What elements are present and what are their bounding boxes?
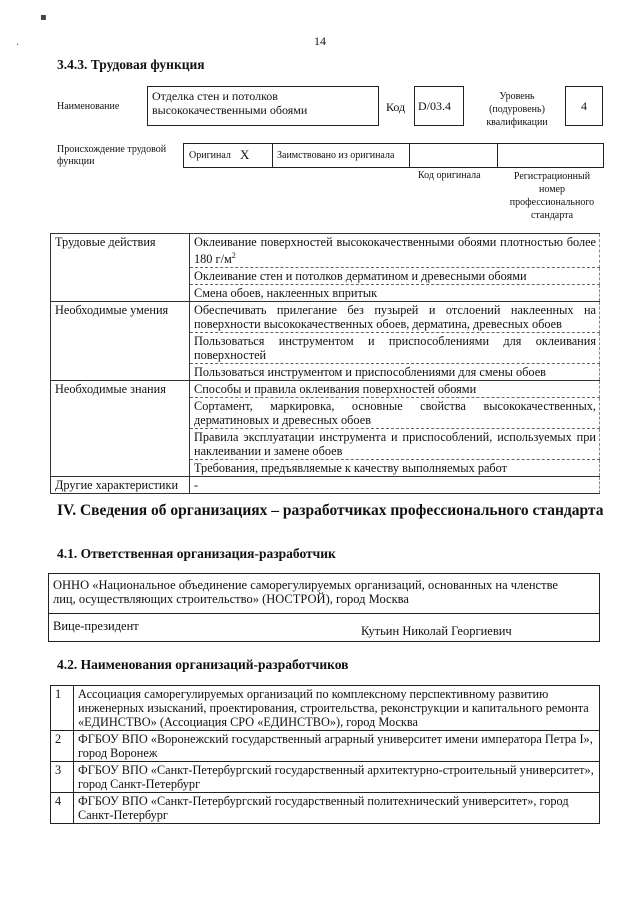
responsible-org-line1: ОННО «Национальное объединение саморегулируемых организаций, основанных на членстве: [53, 578, 558, 592]
developer-orgs-table: [50, 685, 600, 824]
origin-label-line2: функции: [57, 156, 95, 167]
table-row: [51, 477, 600, 494]
table-row: [51, 762, 600, 793]
section-title-343: 3.4.3. Трудовая функция: [57, 57, 205, 72]
code-original-caption: Код оригинала: [418, 170, 481, 181]
level-value: 4: [581, 99, 587, 113]
responsible-org: [49, 574, 599, 614]
level-label-line3: квалификации: [486, 117, 548, 128]
name-label: Наименование: [57, 101, 120, 112]
table-cell: Смена обоев, наклеенных впритык: [190, 285, 600, 302]
code-value-box: [414, 86, 464, 126]
table-cell: Пользоваться инструментом и приспособлениями для смены обоев: [190, 364, 600, 381]
reg-number-caption-line3: профессионального: [509, 197, 595, 208]
org-name: ФГБОУ ВПО «Санкт-Петербургский государственный архитектурно-строительный университет», город Санкт-Петербург: [74, 762, 600, 793]
org-name: Ассоциация саморегулируемых организаций по комплексному перспективному развитию инженерных изысканий, проектирования, строительства, реконструкции и капитального ремонта «ЕДИНСТВО» (Ассоциация СРО «ЕДИНСТВО»), город Москва: [74, 686, 600, 731]
reg-number-caption: [500, 170, 604, 222]
reg-number-caption-line1: Регистрационный: [513, 171, 591, 182]
group-label: Другие характеристики: [51, 477, 190, 494]
table-cell: Требования, предъявляемые к качеству выполняемых работ: [190, 460, 600, 477]
org-number: 3: [51, 762, 74, 793]
page-number: 14: [314, 34, 326, 48]
table-row: [51, 302, 600, 333]
table-row: [51, 234, 600, 268]
responsible-org-box: [48, 573, 600, 642]
level-label: [474, 90, 560, 129]
org-name: ФГБОУ ВПО «Воронежский государственный аграрный университет имени императора Петра I», город Воронеж: [74, 731, 600, 762]
group-label: Необходимые умения: [51, 302, 190, 381]
table-row: [51, 381, 600, 398]
function-name-box: [147, 86, 379, 126]
responsible-org-line2: лиц, осуществляющих строительство» (НОСТРОЙ), город Москва: [53, 592, 409, 606]
table-cell: Сортамент, маркировка, основные свойства высококачественных, дерматиновых и древесных обоев: [190, 398, 600, 429]
original-label: Оригинал: [189, 150, 231, 161]
org-number: 2: [51, 731, 74, 762]
section-title-42: 4.2. Наименования организаций-разработчиков: [57, 657, 349, 672]
table-cell: -: [190, 477, 600, 494]
origin-divider: [272, 143, 273, 168]
org-name: ФГБОУ ВПО «Санкт-Петербургский государственный политехнический университет», город Санкт-Петербург: [74, 793, 600, 824]
reg-number-caption-line2: номер: [539, 184, 565, 195]
table-cell: Оклеивание стен и потолков дерматином и древесными обоями: [190, 268, 600, 285]
reg-number-caption-line4: стандарта: [530, 210, 574, 221]
original-mark: X: [240, 147, 250, 162]
table-cell: Пользоваться инструментом и приспособлениями для оклеивания поверхностей: [190, 333, 600, 364]
signatory-position: Вице-президент: [53, 619, 139, 633]
labor-function-table: [50, 233, 600, 494]
code-value: D/03.4: [418, 99, 451, 113]
group-label: Необходимые знания: [51, 381, 190, 477]
table-cell: Способы и правила оклеивания поверхностей обоями: [190, 381, 600, 398]
origin-label: [57, 144, 166, 168]
table-row: [51, 686, 600, 731]
signatory-row: [49, 614, 599, 642]
group-label: Трудовые действия: [51, 234, 190, 302]
borrowed-label: Заимствовано из оригинала: [277, 150, 395, 161]
org-number: 1: [51, 686, 74, 731]
level-label-line1: Уровень: [499, 91, 535, 102]
origin-label-line1: Происхождение трудовой: [57, 144, 167, 155]
function-name-line2: высококачественными обоями: [152, 103, 308, 117]
table-cell: Правила эксплуатации инструмента и приспособлений, используемых при наклеивании и замене обоев: [190, 429, 600, 460]
table-row: [51, 731, 600, 762]
scan-mark: ▪: [40, 12, 47, 23]
origin-divider: [497, 143, 498, 168]
table-cell: [190, 234, 600, 268]
level-label-line2: (подуровень): [489, 104, 545, 115]
org-number: 4: [51, 793, 74, 824]
table-cell: Обеспечивать прилегание без пузырей и отслоений наклеенных на поверхности высококачественных обоев, дерматина, древесных обоев: [190, 302, 600, 333]
origin-divider: [409, 143, 410, 168]
signatory-name: Кутьин Николай Георгиевич: [361, 624, 512, 638]
cell-text: Оклеивание поверхностей высококачественными обоями плотностью более 180 $г/м^2$: [194, 235, 596, 267]
code-label: Код: [386, 100, 406, 114]
table-row: [51, 793, 600, 824]
scan-mark: ·: [16, 40, 20, 51]
section-title-iv: IV. Сведения об организациях – разработчиках профессионального стандарта: [57, 502, 604, 519]
section-title-41: 4.1. Ответственная организация-разработчик: [57, 546, 336, 561]
function-name-line1: Отделка стен и потолков: [152, 89, 278, 103]
level-value-box: [565, 86, 603, 126]
